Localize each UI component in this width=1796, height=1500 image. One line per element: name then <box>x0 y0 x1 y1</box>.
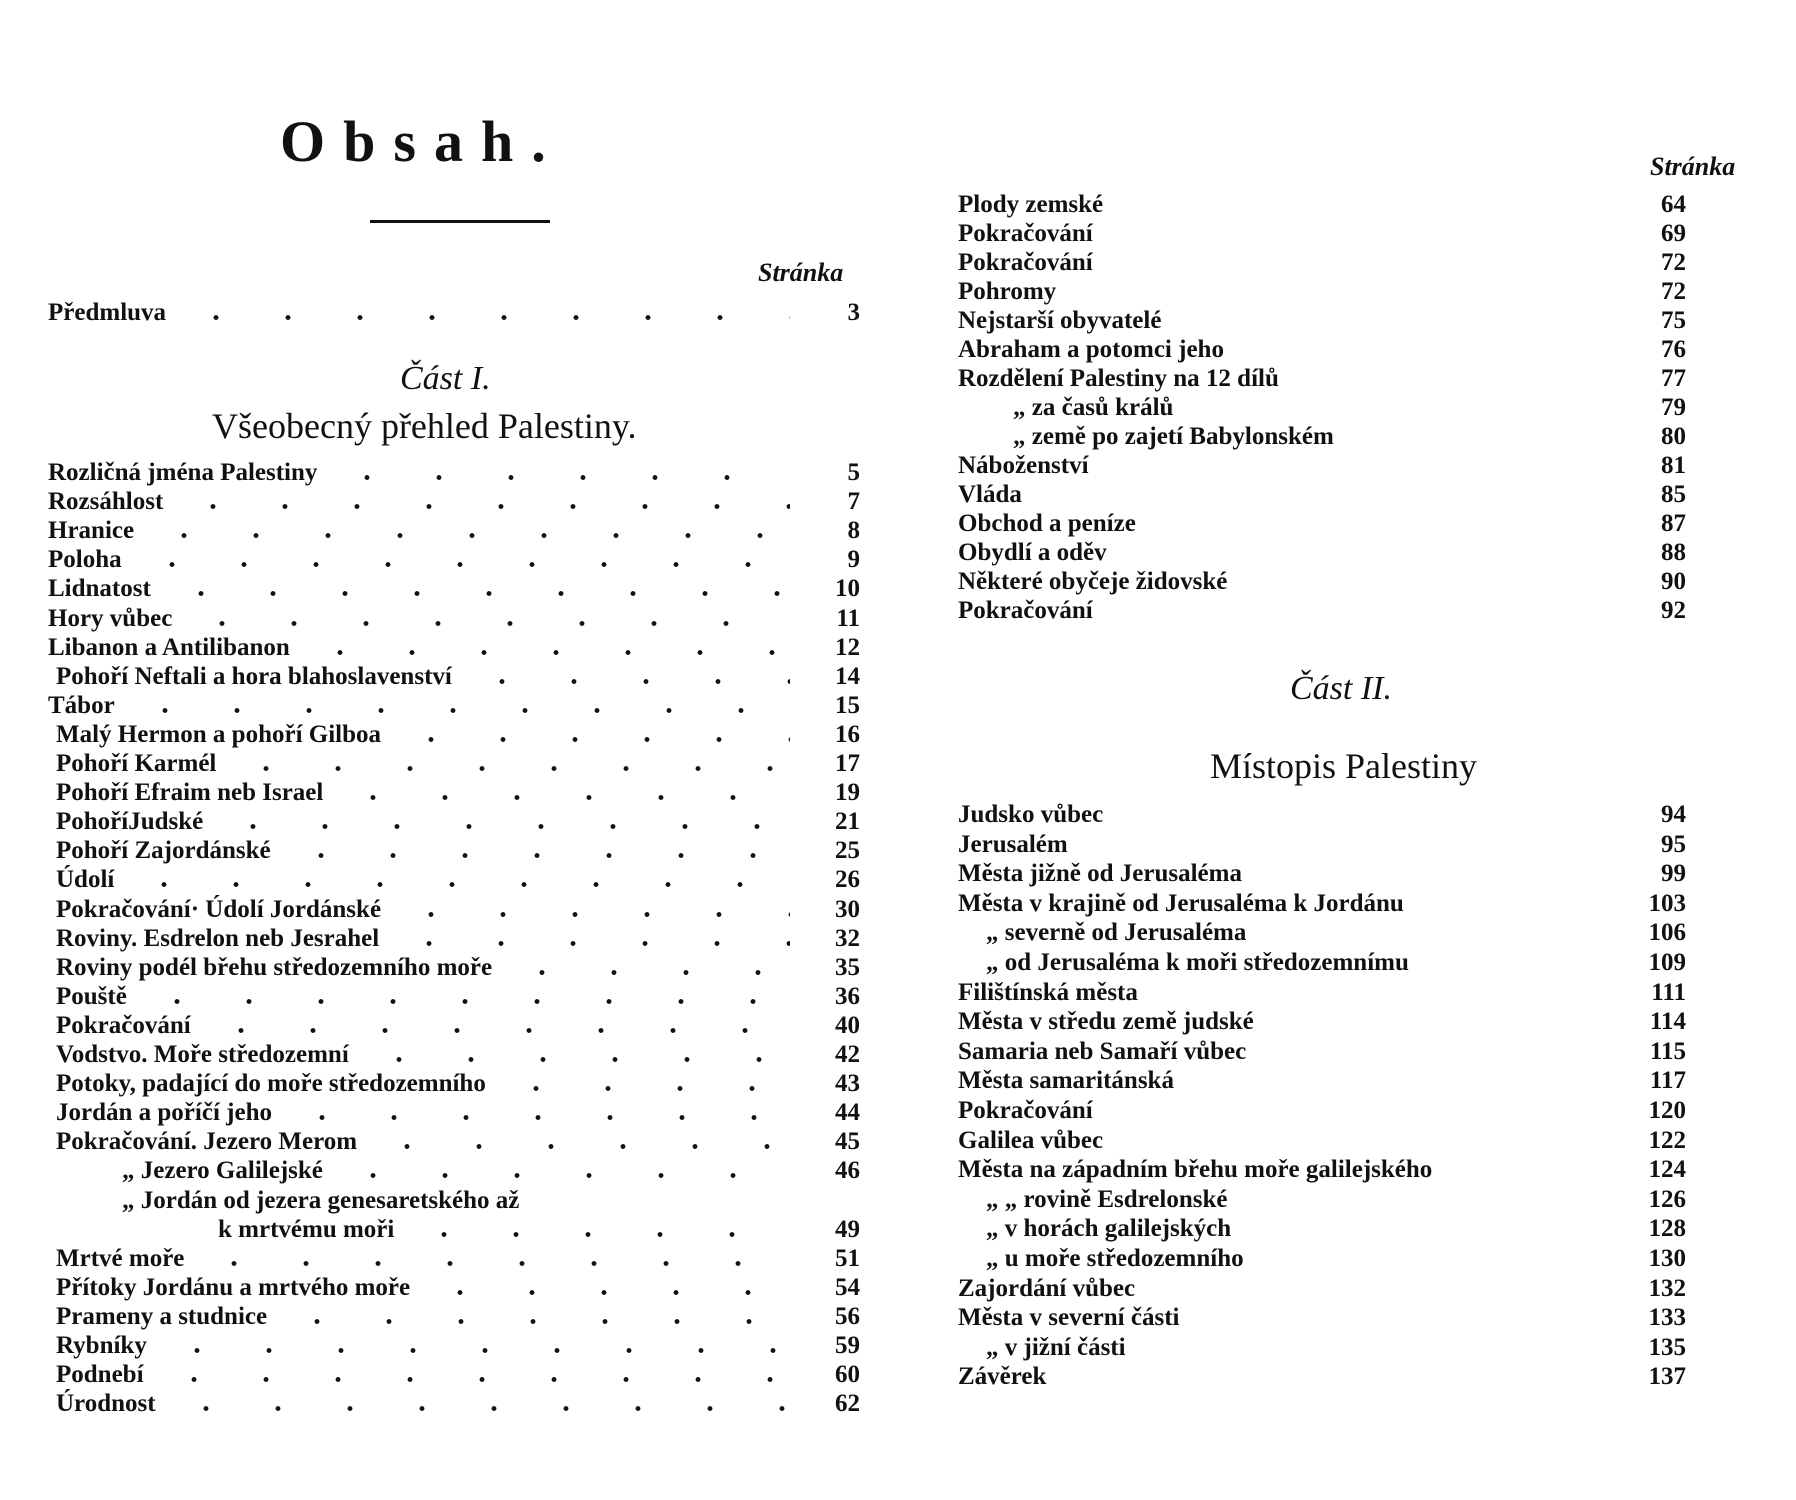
toc-entry-label: „ od Jerusaléma k moři středozemnímu <box>986 949 1409 976</box>
right-part-heading: Místopis Palestiny <box>1210 746 1478 786</box>
toc-entry-label: Pokračování· Údolí Jordánské <box>56 895 382 923</box>
toc-entry-label: „ severně od Jerusaléma <box>986 919 1247 947</box>
toc-entry-label: Závěrek <box>958 1363 1047 1391</box>
toc-entry-page: 59 <box>835 1332 860 1359</box>
toc-entry-page: 124 <box>1648 1156 1686 1184</box>
toc-entry-label: „ za časů králů <box>1013 394 1174 421</box>
toc-entry <box>48 1389 860 1418</box>
toc-entry <box>958 1244 1686 1273</box>
toc-entry-label: Roviny podél břehu středozemního moře <box>56 953 493 981</box>
toc-entry <box>48 807 860 836</box>
toc-entry-label: Údolí <box>56 866 115 894</box>
toc-entry <box>958 393 1686 422</box>
toc-entry-label: Abraham a potomci jeho <box>958 336 1224 363</box>
toc-entry-label: Úrodnost <box>56 1390 156 1418</box>
toc-entry-page: 8 <box>847 517 860 545</box>
toc-entry-label: Rozsáhlost <box>48 488 164 516</box>
toc-entry-label: Libanon a Antilibanon <box>48 633 290 661</box>
toc-entry-page: 62 <box>835 1390 860 1418</box>
toc-entry-page: 114 <box>1649 1008 1686 1036</box>
toc-entry-label: Pohoří Zajordánské <box>56 837 271 865</box>
toc-entry-label: Prameny a studnice <box>56 1302 268 1330</box>
toc-entry-label: Města jižně od Jerusaléma <box>958 860 1242 888</box>
toc-entry-page: 122 <box>1648 1126 1686 1154</box>
toc-entry <box>958 596 1686 625</box>
toc-entry-page: 87 <box>1661 510 1686 537</box>
toc-entry-page: 54 <box>835 1273 860 1301</box>
toc-entry <box>958 422 1686 451</box>
toc-entry <box>958 918 1686 947</box>
toc-entry-page: 40 <box>835 1011 860 1039</box>
toc-entry-page: 88 <box>1661 539 1686 566</box>
toc-entry <box>48 1360 860 1389</box>
toc-entry-page: 60 <box>835 1361 860 1389</box>
toc-entry-page: 106 <box>1648 919 1686 947</box>
toc-entry-page: 10 <box>835 575 860 603</box>
toc-entry <box>958 248 1686 277</box>
toc-entry-page: 14 <box>835 662 860 690</box>
toc-entry-page: 72 <box>1661 278 1686 305</box>
toc-entry-page: 15 <box>835 691 860 719</box>
toc-entry-page: 26 <box>835 866 860 894</box>
leader-dots <box>500 1069 790 1098</box>
toc-entry <box>958 1185 1686 1214</box>
toc-entry-label: Města v středu země judské <box>958 1008 1254 1036</box>
toc-entry <box>48 1331 860 1360</box>
toc-entry-page: 3 <box>847 299 860 326</box>
toc-entry-label: Města na západním břehu moře galilejského <box>958 1156 1433 1184</box>
toc-entry <box>958 859 1686 888</box>
toc-entry-page: 42 <box>835 1041 860 1068</box>
leader-dots <box>161 1331 790 1360</box>
toc-entry-page: 133 <box>1648 1304 1686 1332</box>
toc-entry <box>958 1007 1686 1036</box>
toc-entry-page: 77 <box>1661 365 1686 392</box>
toc-entry <box>48 1156 860 1185</box>
toc-entry <box>48 953 860 982</box>
left-part-heading: Všeobecný přehled Palestiny. <box>212 406 637 446</box>
toc-entry-label: „ u moře středozemního <box>986 1245 1244 1272</box>
toc-entry-label: „ Jordán od jezera genesaretského až <box>122 1186 520 1214</box>
toc-entry <box>48 1186 860 1215</box>
page-title: Obsah. <box>280 109 564 174</box>
leader-dots <box>158 1360 790 1389</box>
toc-entry <box>958 567 1686 596</box>
toc-entry-label: „ „ rovině Esdrelonské <box>986 1185 1228 1213</box>
toc-entry-page: 126 <box>1648 1185 1686 1213</box>
toc-entry-label: Pouště <box>56 982 127 1010</box>
toc-entry <box>958 800 1686 829</box>
leader-dots <box>395 895 790 924</box>
leader-dots <box>180 298 790 327</box>
leader-dots <box>186 604 790 633</box>
toc-entry-page: 16 <box>835 720 860 748</box>
toc-entry-label: Náboženství <box>958 452 1089 479</box>
toc-entry-label: Hory vůbec <box>48 604 173 632</box>
toc-entry-page: 132 <box>1648 1274 1686 1302</box>
toc-entry-page: 7 <box>847 488 860 516</box>
leader-dots <box>230 749 790 778</box>
toc-entry-page: 69 <box>1661 220 1686 247</box>
toc-entry-page: 90 <box>1661 568 1686 595</box>
leader-dots <box>304 633 790 662</box>
toc-entry-label: Lidnatost <box>48 575 151 603</box>
toc-entry <box>958 1096 1686 1125</box>
toc-entry <box>48 298 860 327</box>
toc-entry-label: Města v severní části <box>958 1304 1180 1332</box>
toc-entry-label: Judsko vůbec <box>958 801 1104 828</box>
toc-entry-page: 5 <box>847 459 860 486</box>
leader-dots <box>136 545 790 574</box>
leader-dots <box>408 1215 790 1244</box>
toc-entry-page: 30 <box>835 895 860 923</box>
toc-entry <box>48 1244 860 1273</box>
leader-dots <box>177 487 790 516</box>
toc-entry-page: 9 <box>847 546 860 574</box>
right-column-header: Stránka <box>1650 152 1736 181</box>
toc-entry-page: 25 <box>835 837 860 865</box>
toc-entry-label: Předmluva <box>48 299 167 326</box>
left-part-title: Část I. <box>400 360 491 397</box>
toc-entry-label: Jerusalém <box>958 830 1068 858</box>
toc-entry-label: Malý Hermon a pohoří Gilboa <box>56 720 381 748</box>
toc-entry-label: Nejstarší obyvatelé <box>958 307 1162 334</box>
toc-entry <box>958 889 1686 918</box>
toc-entry-page: 45 <box>835 1128 860 1156</box>
leader-dots <box>128 865 790 894</box>
toc-entry-page: 81 <box>1661 452 1686 479</box>
toc-entry-page: 109 <box>1648 949 1686 976</box>
toc-entry <box>958 364 1686 393</box>
toc-entry-page: 115 <box>1649 1037 1686 1065</box>
toc-entry-label: Obchod a peníze <box>958 510 1136 537</box>
toc-entry <box>48 1302 860 1331</box>
toc-entry-label: Pohoří Neftali a hora blahoslavenství <box>56 662 452 690</box>
leader-dots <box>393 924 790 953</box>
toc-entry <box>48 1127 860 1156</box>
leader-dots <box>205 1011 790 1040</box>
right-part-title: Část II. <box>1290 670 1392 707</box>
toc-entry <box>958 277 1686 306</box>
toc-entry <box>958 948 1686 977</box>
toc-entry-page: 72 <box>1661 249 1686 276</box>
toc-entry-label: Podnebí <box>56 1361 144 1389</box>
leader-dots <box>371 1127 790 1156</box>
toc-entry-label: Pokračování <box>56 1011 191 1039</box>
toc-entry <box>48 691 860 720</box>
toc-entry-page: 117 <box>1649 1067 1686 1095</box>
leader-dots <box>217 807 790 836</box>
toc-entry-label: „ v jižní části <box>986 1333 1126 1361</box>
toc-entry-page: 51 <box>835 1244 860 1272</box>
toc-entry <box>48 924 860 953</box>
leader-dots <box>363 1040 790 1069</box>
toc-entry <box>958 1214 1686 1243</box>
toc-entry <box>958 830 1686 859</box>
toc-entry-page: 75 <box>1661 307 1686 334</box>
toc-entry-page: 130 <box>1648 1245 1686 1272</box>
leader-dots <box>337 778 790 807</box>
toc-entry-label: k mrtvému moři <box>218 1215 395 1243</box>
toc-entry-page: 103 <box>1648 889 1686 917</box>
toc-entry-label: Roviny. Esdrelon neb Jesrahel <box>56 924 380 952</box>
toc-entry <box>48 662 860 691</box>
toc-entry <box>958 451 1686 480</box>
toc-entry <box>958 1333 1686 1362</box>
toc-entry-label: Tábor <box>48 691 115 719</box>
toc-entry <box>48 545 860 574</box>
leader-dots <box>165 574 790 603</box>
toc-entry <box>48 865 860 894</box>
toc-entry-page: 32 <box>835 924 860 952</box>
toc-entry <box>48 1215 860 1244</box>
toc-entry <box>48 574 860 603</box>
toc-entry <box>958 1274 1686 1303</box>
leader-dots <box>141 982 790 1011</box>
leader-dots <box>170 1389 790 1418</box>
toc-entry <box>48 749 860 778</box>
toc-entry <box>48 1011 860 1040</box>
toc-entry-page: 21 <box>835 808 860 836</box>
toc-entry-label: Pohoří Efraim neb Israel <box>56 779 324 807</box>
toc-entry <box>48 778 860 807</box>
toc-entry-label: Přítoky Jordánu a mrtvého moře <box>56 1273 411 1301</box>
toc-entry-page: 12 <box>835 633 860 661</box>
toc-entry-page: 137 <box>1648 1363 1686 1391</box>
toc-entry-label: Města samaritánská <box>958 1067 1174 1095</box>
toc-entry-label: Filištínská města <box>958 978 1138 1006</box>
toc-entry-label: Rybníky <box>56 1332 147 1359</box>
toc-entry <box>958 1037 1686 1066</box>
toc-entry-page: 64 <box>1661 191 1686 218</box>
toc-entry <box>48 1040 860 1069</box>
toc-entry-label: Pokračování <box>958 1097 1093 1124</box>
leader-dots <box>424 1273 790 1302</box>
toc-entry-label: Poloha <box>48 546 122 574</box>
toc-entry-page: 99 <box>1661 860 1686 888</box>
toc-entry-page: 35 <box>835 953 860 981</box>
leader-dots <box>506 953 790 982</box>
leader-dots <box>148 516 790 545</box>
toc-entry-label: Pokračování <box>958 597 1093 624</box>
toc-entry <box>48 720 860 749</box>
toc-entry-page: 135 <box>1648 1333 1686 1361</box>
toc-entry-page: 19 <box>835 779 860 807</box>
toc-entry <box>958 219 1686 248</box>
toc-entry-label: Potoky, padající do moře středozemního <box>56 1070 486 1098</box>
toc-entry-label: Rozdělení Palestiny na 12 dílů <box>958 365 1279 392</box>
leader-dots <box>285 836 790 865</box>
toc-entry-label: „ v horách galilejských <box>986 1215 1232 1243</box>
toc-entry-page: 76 <box>1661 336 1686 363</box>
leader-dots <box>395 720 790 749</box>
toc-entry <box>48 836 860 865</box>
toc-entry-label: „ země po zajetí Babylonském <box>1013 423 1334 450</box>
toc-entry-label: Mrtvé moře <box>56 1244 185 1272</box>
toc-entry <box>48 1069 860 1098</box>
toc-entry-label: Některé obyčeje židovské <box>958 568 1228 595</box>
toc-entry-label: Pohromy <box>958 278 1057 305</box>
toc-entry <box>958 306 1686 335</box>
toc-entry-page: 111 <box>1651 978 1686 1006</box>
toc-entry <box>48 604 860 633</box>
leader-dots <box>281 1302 790 1331</box>
toc-entry-label: Obydlí a oděv <box>958 539 1107 566</box>
toc-entry-page: 80 <box>1661 423 1686 450</box>
toc-entry-page: 120 <box>1648 1097 1686 1124</box>
toc-entry-label: Města v krajině od Jerusaléma k Jordánu <box>958 889 1404 917</box>
toc-entry-page: 36 <box>835 982 860 1010</box>
toc-entry-page: 94 <box>1661 801 1686 828</box>
toc-entry <box>958 1155 1686 1184</box>
toc-entry <box>958 1066 1686 1095</box>
toc-entry-label: Zajordání vůbec <box>958 1274 1136 1302</box>
left-column-header: Stránka <box>758 258 844 287</box>
toc-entry <box>958 480 1686 509</box>
toc-entry-page: 46 <box>835 1157 860 1185</box>
toc-entry-label: Plody zemské <box>958 191 1104 218</box>
toc-entry-page: 49 <box>835 1215 860 1243</box>
toc-entry <box>48 1098 860 1127</box>
toc-entry <box>48 1273 860 1302</box>
leader-dots <box>129 691 790 720</box>
toc-entry-label: Vodstvo. Moře středozemní <box>56 1041 349 1068</box>
toc-entry <box>48 982 860 1011</box>
toc-entry <box>958 538 1686 567</box>
toc-entry <box>48 516 860 545</box>
toc-entry-label: Hranice <box>48 517 135 545</box>
toc-entry-page: 44 <box>835 1099 860 1127</box>
leader-dots <box>286 1098 790 1127</box>
toc-entry <box>48 633 860 662</box>
toc-entry-page: 85 <box>1661 481 1686 508</box>
leader-dots <box>198 1244 790 1273</box>
toc-entry <box>958 1126 1686 1155</box>
toc-entry <box>958 335 1686 364</box>
toc-entry <box>958 978 1686 1007</box>
toc-entry-label: Samaria neb Samaří vůbec <box>958 1037 1247 1065</box>
toc-entry-page: 79 <box>1661 394 1686 421</box>
toc-entry-label: „ Jezero Galilejské <box>122 1157 323 1185</box>
toc-entry-label: Galilea vůbec <box>958 1126 1104 1154</box>
toc-entry-page: 11 <box>836 604 860 632</box>
toc-entry-page: 17 <box>835 750 860 777</box>
toc-entry-page: 92 <box>1661 597 1686 624</box>
toc-entry-label: Jordán a poříčí jeho <box>56 1099 272 1127</box>
toc-entry <box>958 509 1686 538</box>
toc-entry <box>958 1362 1686 1391</box>
toc-entry <box>48 487 860 516</box>
toc-entry-page: 95 <box>1661 830 1686 858</box>
toc-entry <box>48 895 860 924</box>
toc-entry-page: 43 <box>835 1070 860 1098</box>
toc-entry-label: Rozličná jména Palestiny <box>48 459 318 486</box>
toc-entry-page: 56 <box>835 1302 860 1330</box>
toc-entry-label: Pokračování <box>958 249 1093 276</box>
toc-entry-label: Pokračování <box>958 220 1093 247</box>
toc-entry-label: Pohoří Karmél <box>56 750 217 777</box>
leader-dots <box>466 662 790 691</box>
leader-dots <box>331 458 790 487</box>
toc-entry <box>958 1303 1686 1332</box>
toc-entry <box>48 458 860 487</box>
leader-dots <box>337 1156 790 1185</box>
title-rule <box>370 220 550 223</box>
toc-entry-label: PohoříJudské <box>56 808 204 836</box>
toc-entry-label: Pokračování. Jezero Merom <box>56 1128 358 1156</box>
toc-entry-label: Vláda <box>958 481 1022 508</box>
toc-entry <box>958 190 1686 219</box>
toc-entry-page: 128 <box>1648 1215 1686 1243</box>
